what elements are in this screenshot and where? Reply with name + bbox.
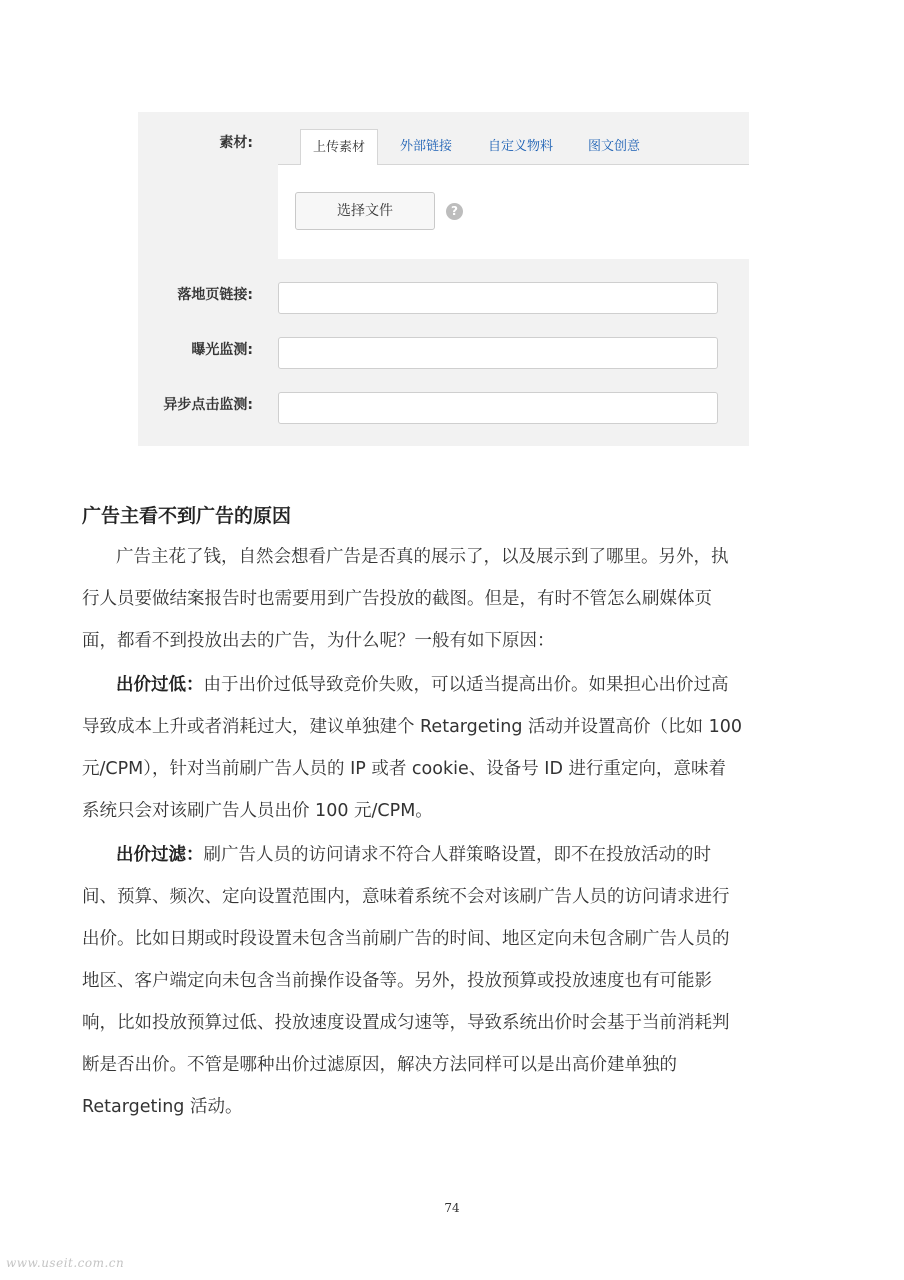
select-file-button[interactable]: 选择文件 bbox=[295, 192, 435, 230]
impression-tracking-label: 曝光监测: bbox=[191, 342, 253, 358]
paragraph-line: 响，比如投放预算过低、投放速度设置成匀速等，导致系统出价时会基于当前消耗判 bbox=[82, 1013, 730, 1033]
upload-panel bbox=[278, 165, 749, 259]
paragraph-line: 地区、客户端定向未包含当前操作设备等。另外，投放预算或投放速度也有可能影 bbox=[82, 971, 712, 991]
tab-external-link[interactable]: 外部链接 bbox=[400, 139, 453, 154]
paragraph-line bbox=[82, 664, 822, 706]
landing-page-label: 落地页链接: bbox=[177, 287, 253, 303]
async-click-tracking-label: 异步点击监测: bbox=[163, 397, 253, 413]
tab-upload-material[interactable]: 上传素材 bbox=[300, 129, 378, 166]
material-label: 素材: bbox=[219, 135, 253, 151]
paragraph-line: 出价。比如日期或时段设置未包含当前刷广告的时间、地区定向未包含刷广告人员的 bbox=[82, 929, 730, 949]
ad-material-form bbox=[138, 112, 749, 446]
paragraph-line: 行人员要做结案报告时也需要用到广告投放的截图。但是，有时不管怎么刷媒体页 bbox=[82, 589, 712, 609]
tab-custom-material[interactable]: 自定义物料 bbox=[488, 139, 554, 154]
async-click-tracking-input[interactable] bbox=[278, 392, 718, 424]
page-number: 74 bbox=[444, 1201, 460, 1215]
tab-image-text-creative[interactable]: 图文创意 bbox=[588, 139, 641, 154]
watermark: www.useit.com.cn bbox=[6, 1256, 125, 1270]
paragraph-line: 间、预算、频次、定向设置范围内，意味着系统不会对该刷广告人员的访问请求进行 bbox=[82, 887, 730, 907]
paragraph-line: 元/CPM），针对当前刷广告人员的 IP 或者 cookie、设备号 ID 进行重定向，意味着 bbox=[82, 759, 726, 779]
low-bid-paragraph bbox=[82, 664, 822, 832]
impression-tracking-input[interactable] bbox=[278, 337, 718, 369]
paragraph-line: 系统只会对该刷广告人员出价 100 元/CPM。 bbox=[82, 801, 433, 821]
help-icon[interactable]: ? bbox=[446, 203, 463, 220]
paragraph-line: 断是否出价。不管是哪种出价过滤原因，解决方法同样可以是出高价建单独的 bbox=[82, 1055, 677, 1075]
bid-filter-first-line: 刷广告人员的访问请求不符合人群策略设置，即不在投放活动的时 bbox=[203, 845, 711, 865]
section-heading: 广告主看不到广告的原因 bbox=[82, 505, 292, 527]
bid-filter-paragraph bbox=[82, 834, 822, 1128]
intro-paragraph bbox=[82, 536, 822, 662]
low-bid-lead: 出价过低： bbox=[116, 675, 204, 695]
paragraph-line: Retargeting 活动。 bbox=[82, 1097, 243, 1117]
paragraph-line bbox=[82, 834, 822, 876]
paragraph-line: 面，都看不到投放出去的广告，为什么呢？一般有如下原因： bbox=[82, 631, 555, 651]
material-tabs bbox=[278, 129, 749, 165]
paragraph-line: 广告主花了钱，自然会想看广告是否真的展示了，以及展示到了哪里。另外，执 bbox=[116, 547, 729, 567]
landing-page-url-input[interactable] bbox=[278, 282, 718, 314]
bid-filter-lead: 出价过滤： bbox=[116, 845, 204, 865]
paragraph-line: 导致成本上升或者消耗过大，建议单独建个 Retargeting 活动并设置高价（比如 100 bbox=[82, 717, 742, 737]
low-bid-first-line: 由于出价过低导致竞价失败，可以适当提高出价。如果担心出价过高 bbox=[203, 675, 729, 695]
